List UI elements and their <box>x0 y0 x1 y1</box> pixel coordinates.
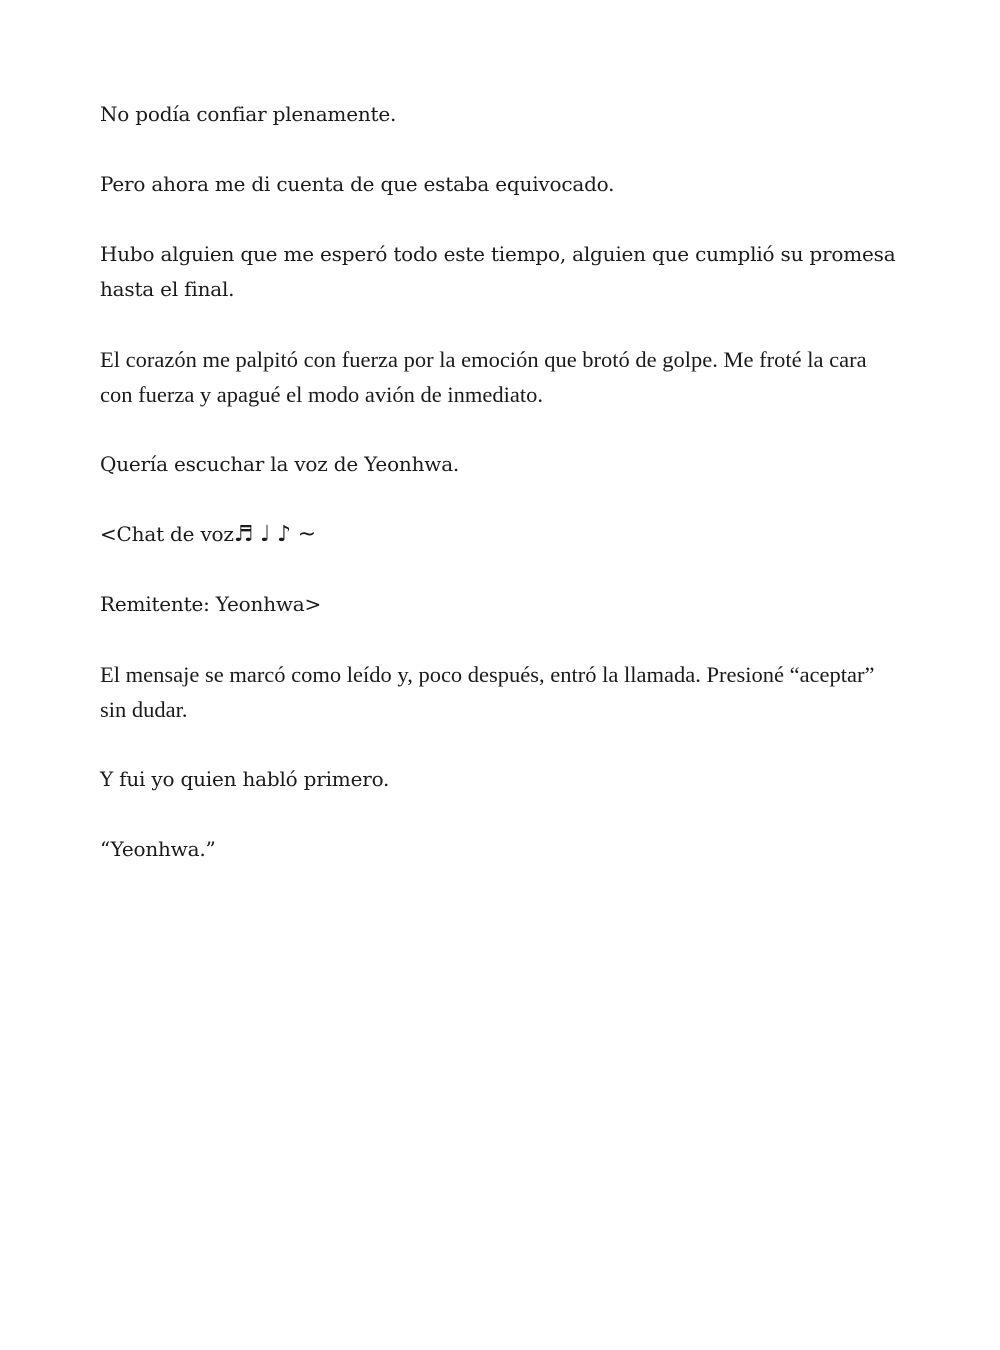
paragraph-10: “Yeonhwa.” <box>100 837 216 861</box>
paragraph-9: Y fui yo quien habló primero. <box>100 767 390 791</box>
paragraph-8: El mensaje se marcó como leído y, poco después, entró la llamada. Presioné “aceptar” sin dudar. <box>100 662 875 722</box>
voice-chat-line <box>100 517 900 552</box>
paragraph-3: Hubo alguien que me esperó todo este tiempo, alguien que cumplió su promesa hasta el final. <box>100 242 896 301</box>
document-page <box>100 97 900 902</box>
paragraph-1: No podía confiar plenamente. <box>100 102 397 126</box>
sender-line: Remitente: Yeonhwa> <box>100 592 322 616</box>
paragraph-5: Quería escuchar la voz de Yeonhwa. <box>100 452 460 476</box>
music-notes-icon: ♬ ♩ ♪ ~ <box>233 522 316 547</box>
voice-chat-label: <Chat de voz <box>100 522 234 546</box>
paragraph-2: Pero ahora me di cuenta de que estaba equivocado. <box>100 172 615 196</box>
paragraph-4: El corazón me palpitó con fuerza por la emoción que brotó de golpe. Me froté la cara con fuerza y apagué el modo avión de inmediato. <box>100 347 867 407</box>
